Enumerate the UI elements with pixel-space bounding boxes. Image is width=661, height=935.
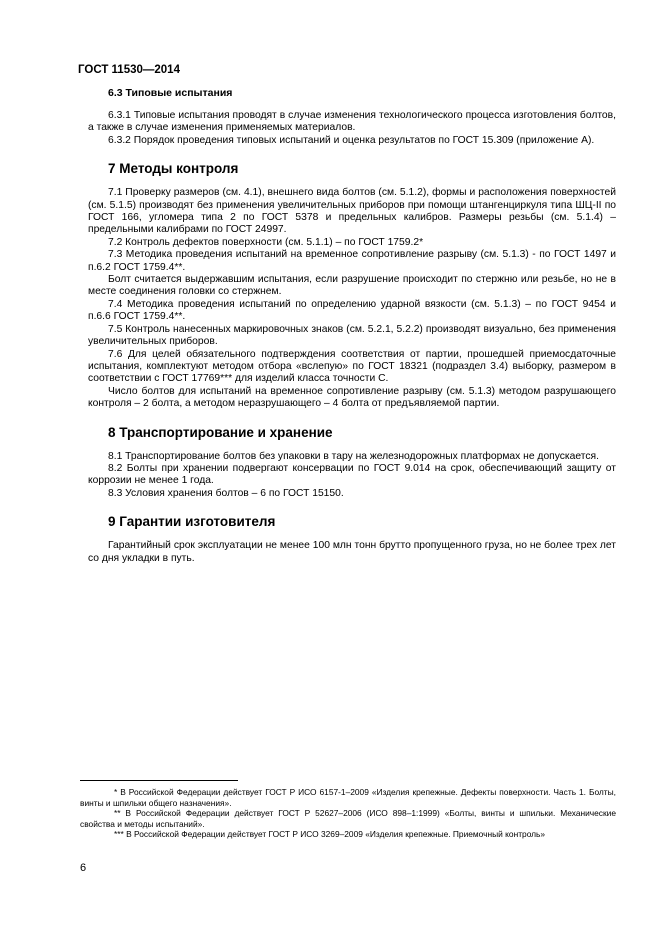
paragraph-7-3: 7.3 Методика проведения испытаний на временное сопротивление разрыву (см. 5.1.3) - по ГОСТ 1497 и п.6.2 ГОСТ 1759.4**. [88,249,616,273]
page-number: 6 [80,862,87,874]
paragraph-7-2: 7.2 Контроль дефектов поверхности (см. 5.1.1) – по ГОСТ 1759.2* [108,236,424,248]
paragraph-6-3-2: 6.3.2 Порядок проведения типовых испытаний и оценка результатов по ГОСТ 15.309 (приложение А). [108,134,595,146]
paragraph-7-6-note: Число болтов для испытаний на временное сопротивление разрыву (см. 5.1.3) методом разрушающего контроля – 2 болта, а методом неразрушающего – 4 болта от предъявляемой партии. [88,385,616,410]
paragraph-7-3-note: Болт считается выдержавшим испытания, если разрушение происходит по стержню или резьбе, но не в месте соединения головки со стержнем. [88,274,616,298]
footnote-2: ** В Российской Федерации действует ГОСТ Р 52627–2006 (ИСО 898–1:1999) «Болты, винты и шпильки. Механические свойства и методы испытаний». [80,808,616,829]
paragraph-8-2: 8.2 Болты при хранении подвергают консервации по ГОСТ 9.014 на срок, обеспечивающий защиту от коррозии не менее 1 года. [88,462,616,487]
section-8-title: 8 Транспортирование и хранение [108,424,333,440]
paragraph-9-1: Гарантийный срок эксплуатации не менее 100 млн тонн брутто пропущенного груза, но не более трех лет со дня укладки в путь. [88,540,616,564]
footnote-1: * В Российской Федерации действует ГОСТ Р ИСО 6157-1–2009 «Изделия крепежные. Дефекты поверхности. Часть 1. Болты, винты и шпильки общего назначения». [80,787,616,808]
paragraph-7-5: 7.5 Контроль нанесенных маркировочных знаков (см. 5.2.1, 5.2.2) производят визуально, без применения увеличительных приборов. [88,323,616,348]
paragraph-7-6: 7.6 Для целей обязательного подтверждения соответствия от партии, прошедшей приемосдаточные испытания, комплектуют методом отбора «вслепую» по ГОСТ 18321 (подраздел 3.4) выборку, размером в соответствии с ГОСТ 17769*** для изделий класса точности С. [88,348,616,385]
paragraph-7-1: 7.1 Проверку размеров (см. 4.1), внешнего вида болтов (см. 5.1.2), формы и расположения поверхностей (см. 5.1.5) производят без применения увеличительных приборов при помощи штангенциркуля типа ШЦ-II по ГОСТ 166, угломера типа 2 по ГОСТ 5378 и предельных калибров. Размеры резьбы (см. 5.1.4) – предельными калибрами по ГОСТ 24997. [88,187,616,236]
section-9-title: 9 Гарантии изготовителя [108,514,276,530]
section-6-3-title: 6.3 Типовые испытания [108,87,233,99]
paragraph-6-3-1: 6.3.1 Типовые испытания проводят в случае изменения технологического процесса изготовления болтов, а также в случае изменения применяемых материалов. [88,110,616,134]
page-content [88,86,616,565]
paragraph-7-4: 7.4 Методика проведения испытаний по определению ударной вязкости (см. 5.1.3) – по ГОСТ 9454 и п.6.6 ГОСТ 1759.4**. [88,298,616,323]
document-header: ГОСТ 11530—2014 [78,64,180,76]
paragraph-8-3: 8.3 Условия хранения болтов – 6 по ГОСТ 15150. [108,487,344,499]
section-7-title: 7 Методы контроля [108,161,239,177]
footnote-3: *** В Российской Федерации действует ГОСТ Р ИСО 3269–2009 «Изделия крепежные. Приемочный контроль» [114,829,546,839]
footnote-divider [80,780,238,781]
paragraph-8-1: 8.1 Транспортирование болтов без упаковки в тару на железнодорожных платформах не допускается. [108,450,599,462]
footnotes [80,780,616,840]
